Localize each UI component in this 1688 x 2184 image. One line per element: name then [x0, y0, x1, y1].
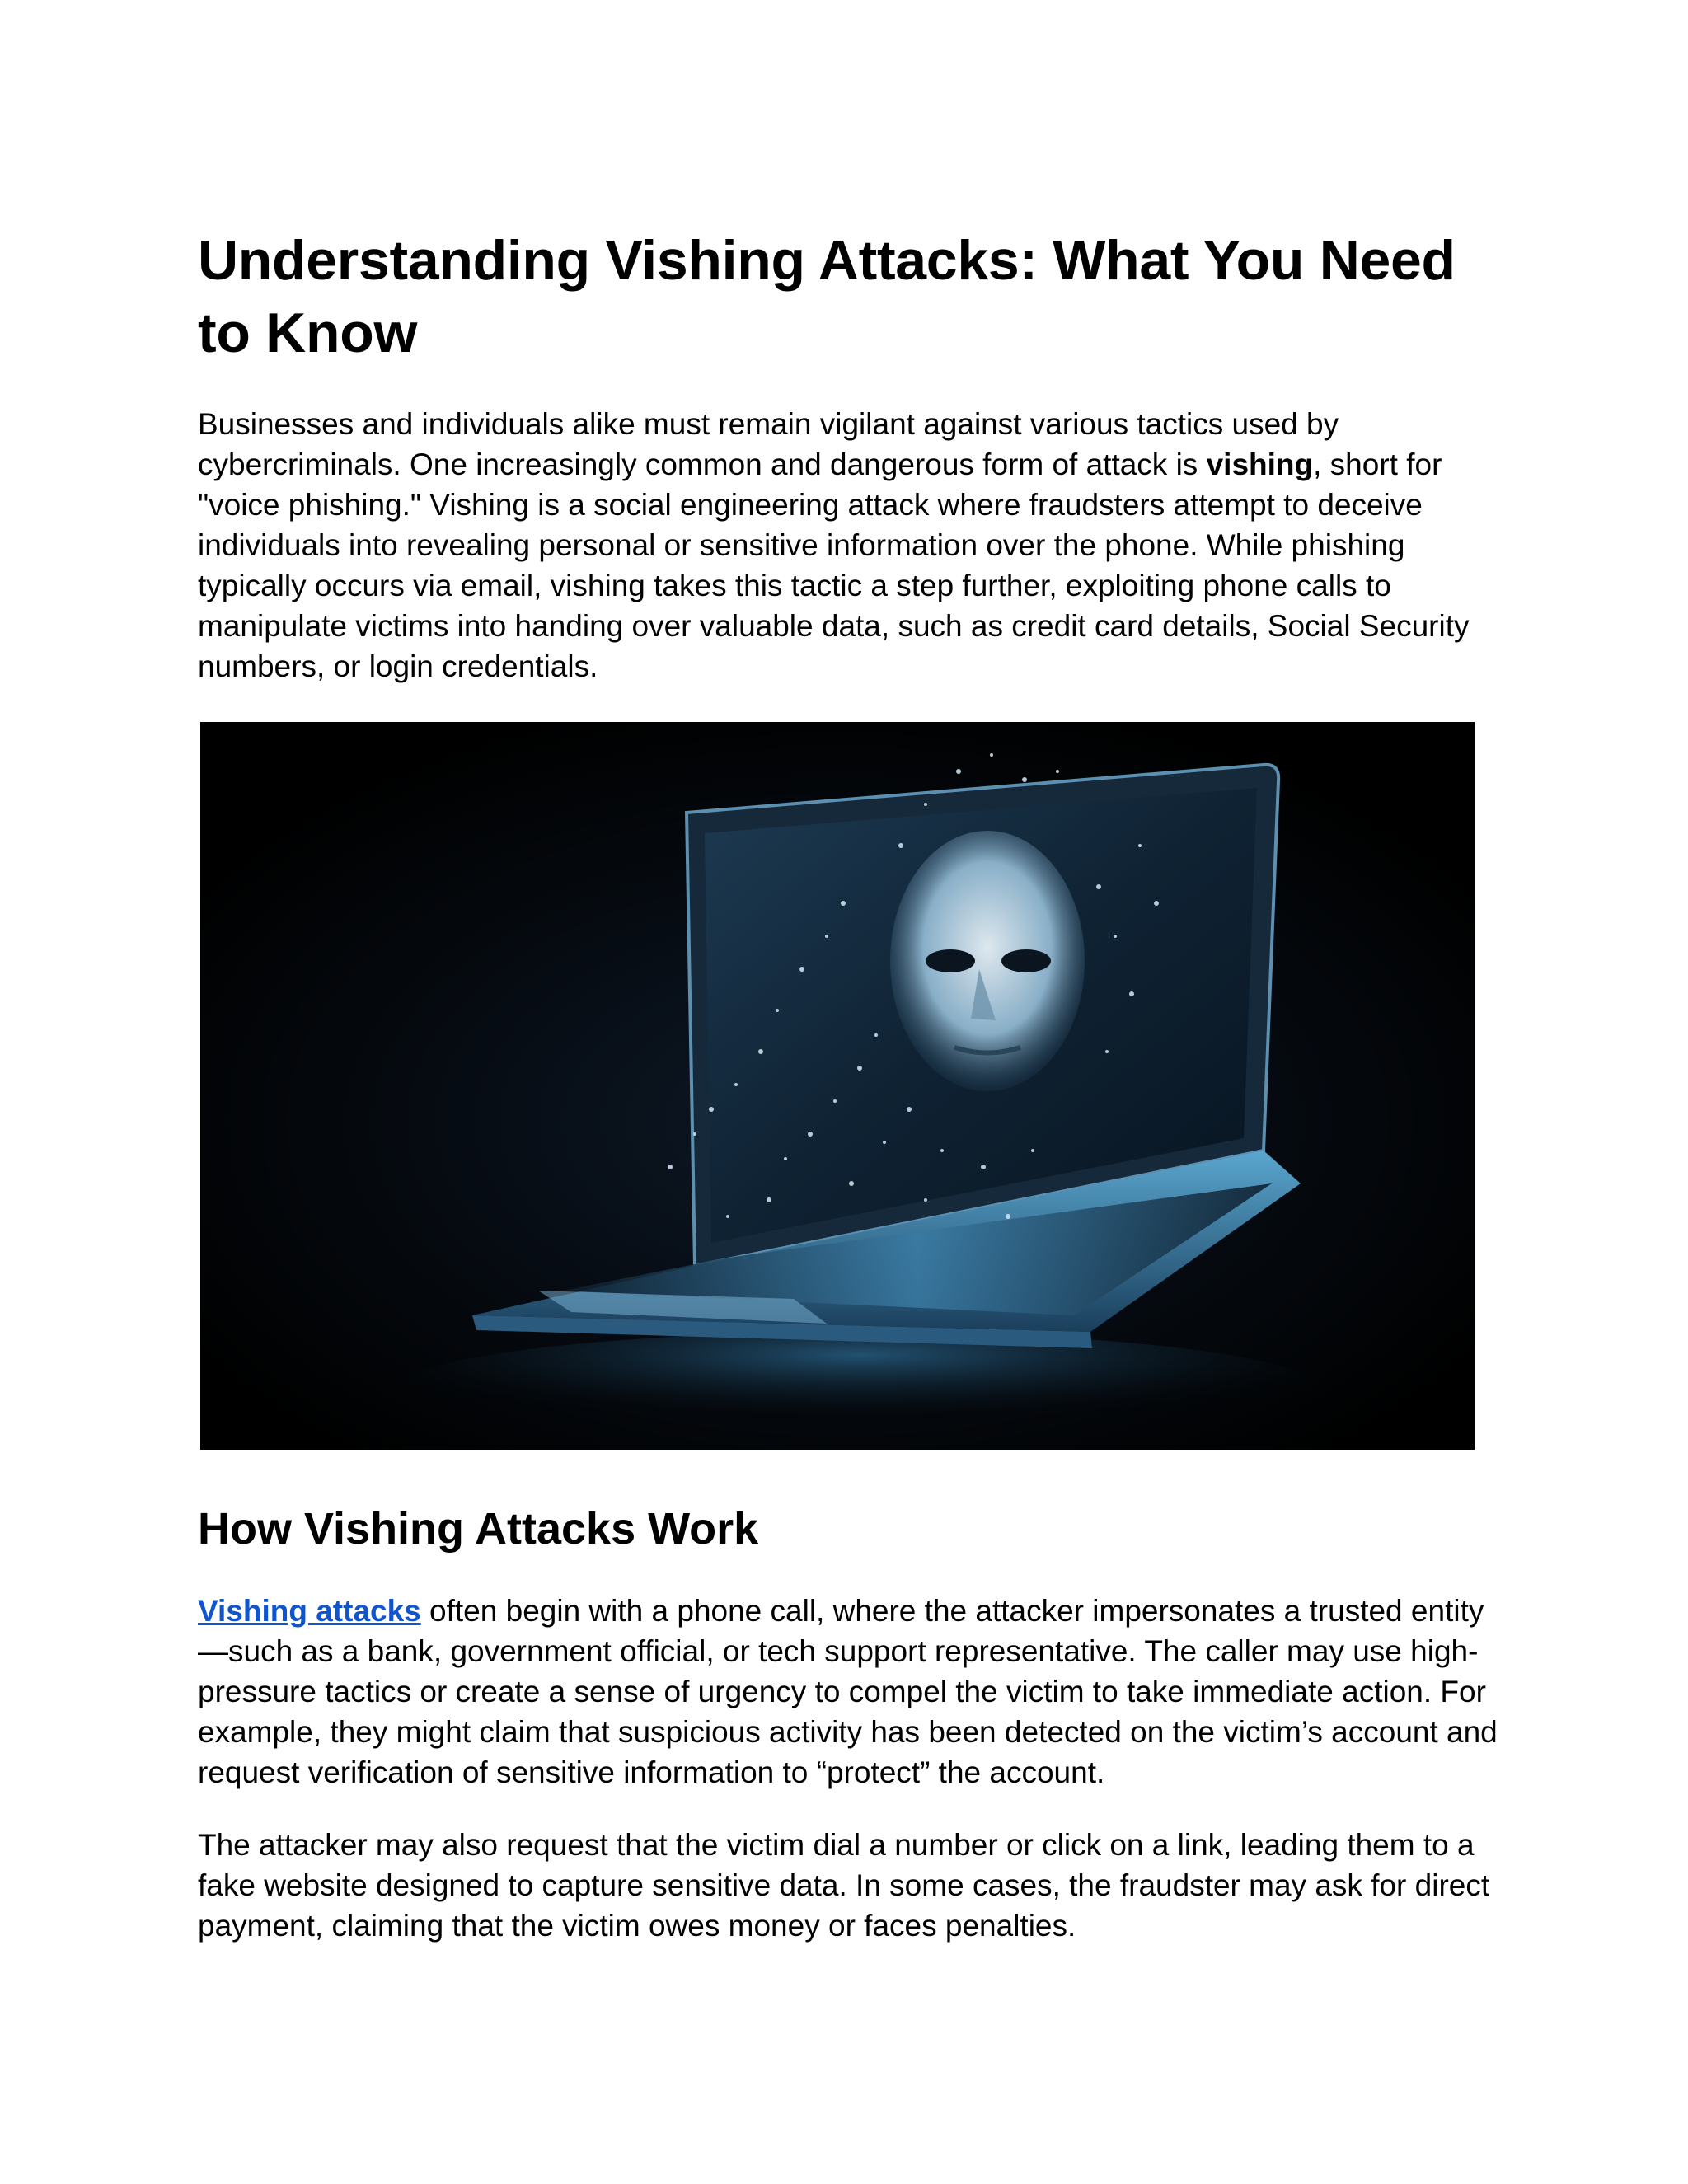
hero-illustration	[200, 722, 1475, 1450]
intro-paragraph	[198, 404, 1500, 687]
section-heading: How Vishing Attacks Work	[198, 1504, 759, 1554]
article-title: Understanding Vishing Attacks: What You Need to Know	[198, 229, 1456, 364]
vishing-attacks-link[interactable]: Vishing attacks	[198, 1594, 421, 1628]
intro-bold-term: vishing	[1206, 448, 1314, 481]
hero-image-laptop-digital-face	[200, 722, 1475, 1450]
section-paragraph-1	[198, 1591, 1500, 1793]
section-paragraph-1-text: often begin with a phone call, where the attacker impersonates a trusted entity—such as a bank, government official, or tech support representative. The caller may use high-pressure tactics or create a sense of urgency to compel the victim to take immediate action. For example, they might claim that suspicious activity has been detected on the victim’s account and request verification of sensitive information to “protect” the account.	[198, 1594, 1498, 1789]
intro-text-end: , short for "voice phishing." Vishing is a social engineering attack where fraudsters attempt to deceive individuals into revealing personal or sensitive information over the phone. While phishing typically occurs via email, vishing takes this tactic a step further, exploiting phone calls to manipulate victims into handing over valuable data, such as credit card details, Social Security numbers, or login credentials.	[198, 448, 1470, 683]
section-paragraph-2: The attacker may also request that the victim dial a number or click on a link, leading them to a fake website designed to capture sensitive data. In some cases, the fraudster may ask for direct payment, claiming that the victim owes money or faces penalties.	[198, 1828, 1490, 1943]
intro-text-start: Businesses and individuals alike must remain vigilant against various tactics used by cybercriminals. One increasingly common and dangerous form of attack is	[198, 407, 1339, 481]
